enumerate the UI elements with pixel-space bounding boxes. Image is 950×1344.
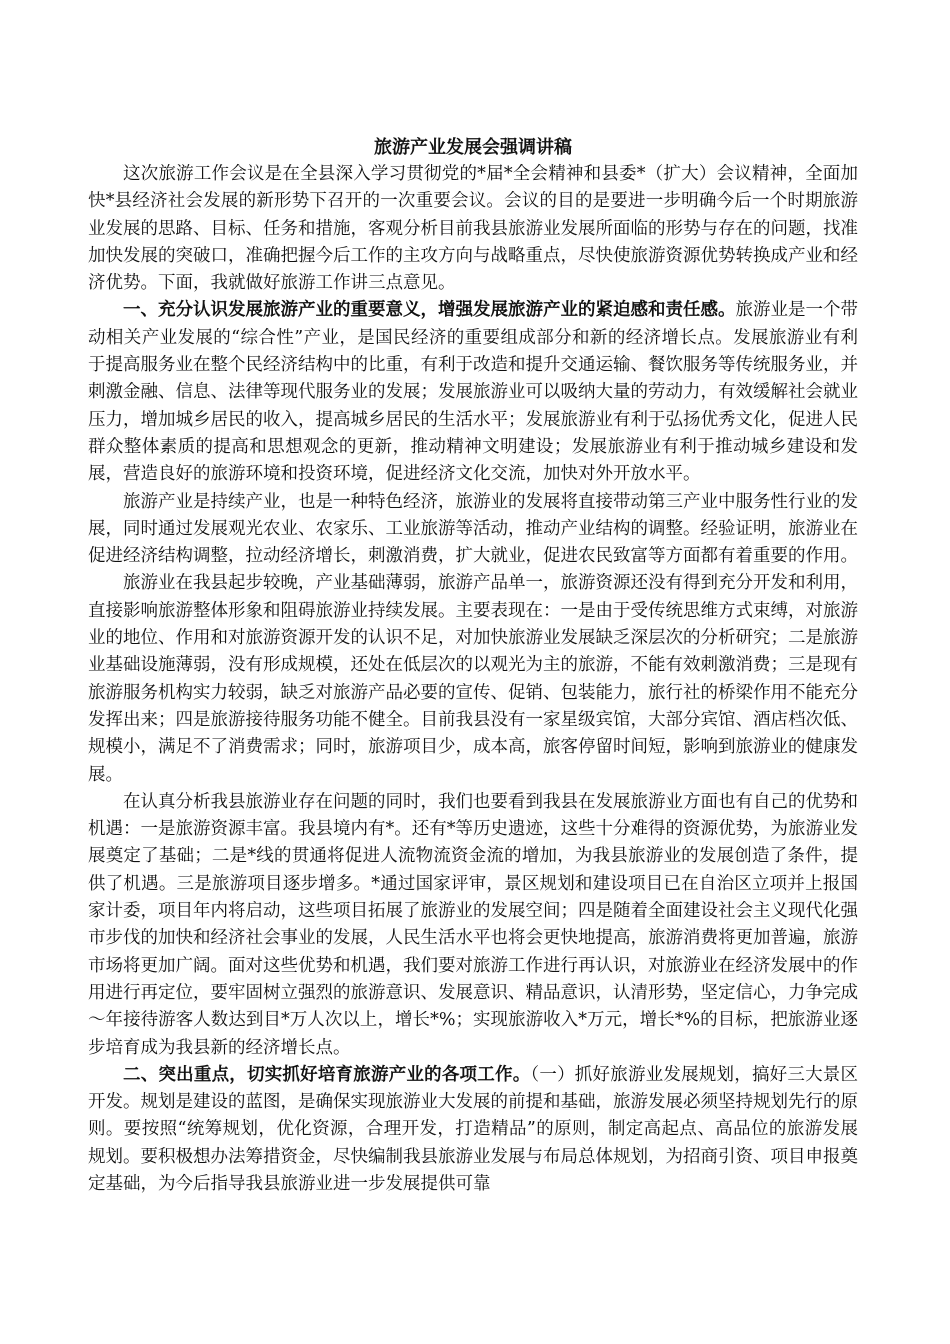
paragraph-intro <box>88 161 858 297</box>
paragraph-text: 在认真分析我县旅游业存在问题的同时，我们也要看到我县在发展旅游业方面也有自己的优势和机遇：一是旅游资源丰富。我县境内有*。还有*等历史遗迹，这些十分难得的资源优势，为旅游业发展奠定了基础；二是*线的贯通将促进人流物流资金流的增加，为我县旅游业的发展创造了条件，提供了机遇。三是旅游项目逐步增多。*通过国家评审，景区规划和建设项目已在自治区立项并上报国家计委，项目年内将启动，这些项目拓展了旅游业的发展空间；四是随着全面建设社会主义现代化强市步伐的加快和经济社会事业的发展，人民生活水平也将会更快地提高，旅游消费将更加普遍，旅游市场将更加广阔。面对这些优势和机遇，我们要对旅游工作进行再认识，对旅游业在经济发展中的作用进行再定位，要牢固树立强烈的旅游意识、发展意识、精品意识，认清形势，坚定信心，力争完成～年接待游客人数达到目*万人次以上，增长*%；实现旅游收入*万元，增长*%的目标，把旅游业逐步培育成为我县新的经济增长点。 <box>88 791 858 1058</box>
document-title: 旅游产业发展会强调讲稿 <box>374 137 572 158</box>
paragraph-section-two <box>88 1062 858 1198</box>
paragraph-text: 旅游业是一个带动相关产业发展的“综合性”产业，是国民经济的重要组成部分和新的经济增长点。发展旅游业有利于提高服务业在整个民经济结构中的比重，有利于改造和提升交通运输、餐饮服务等传统服务业，并刺激金融、信息、法律等现代服务业的发展；发展旅游业可以吸纳大量的劳动力，有效缓解社会就业压力，增加城乡居民的收入，提高城乡居民的生活水平；发展旅游业有利于弘扬优秀文化，促进人民群众整体素质的提高和思想观念的更新，推动精神文明建设；发展旅游业有利于推动城乡建设和发展，营造良好的旅游环境和投资环境，促进经济文化交流，加快对外开放水平。 <box>88 300 858 485</box>
paragraph-problems <box>88 570 858 788</box>
paragraph-text: （一）抓好旅游业发展规划，搞好三大景区开发。规划是建设的蓝图，是确保实现旅游业大发展的前提和基础，旅游发展必须坚持规划先行的原则。要按照“统筹规划，优化资源，合理开发，打造精品”的原则，制定高起点、高品位的旅游发展规划。要积极想办法筹措资金，尽快编制我县旅游业发展与布局总体规划，为招商引资、项目申报奠定基础，为今后指导我县旅游业进一步发展提供可靠 <box>88 1064 859 1194</box>
section-heading: 二、突出重点，切实抓好培育旅游产业的各项工作。 <box>123 1064 531 1085</box>
document-page <box>88 124 858 1198</box>
paragraph-text: 旅游业在我县起步较晚，产业基础薄弱，旅游产品单一，旅游资源还没有得到充分开发和利用，直接影响旅游整体形象和阻碍旅游业持续发展。主要表现在：一是由于受传统思维方式束缚，对旅游业的地位、作用和对旅游资源开发的认识不足，对加快旅游业发展缺乏深层次的分析研究；二是旅游业基础设施薄弱，没有形成规模，还处在低层次的以观光为主的旅游，不能有效刺激消费；三是现有旅游服务机构实力较弱，缺乏对旅游产品必要的宣传、促销、包装能力，旅行社的桥梁作用不能充分发挥出来；四是旅游接待服务功能不健全。目前我县没有一家星级宾馆，大部分宾馆、酒店档次低、规模小，满足不了消费需求；同时，旅游项目少，成本高，旅客停留时间短，影响到旅游业的健康发展。 <box>88 573 858 785</box>
paragraph-industry <box>88 489 858 571</box>
section-heading: 一、充分认识发展旅游产业的重要意义，增强发展旅游产业的紧迫感和责任感。 <box>123 300 736 321</box>
paragraph-text: 这次旅游工作会议是在全县深入学习贯彻党的*届*全会精神和县委*（扩大）会议精神，全面加快*县经济社会发展的新形势下召开的一次重要会议。会议的目的是要进一步明确今后一个时期旅游业发展的思路、目标、任务和措施，客观分析目前我县旅游业发展所面临的形势与存在的问题，找准加快发展的突破口，准确把握今后工作的主攻方向与战略重点，尽快使旅游资源优势转换成产业和经济优势。下面，我就做好旅游工作讲三点意见。 <box>88 164 858 294</box>
paragraph-opportunities <box>88 789 858 1062</box>
paragraph-section-one <box>88 297 858 488</box>
paragraph-text: 旅游产业是持续产业，也是一种特色经济，旅游业的发展将直接带动第三产业中服务性行业的发展，同时通过发展观光农业、农家乐、工业旅游等活动，推动产业结构的调整。经验证明，旅游业在促进经济结构调整，拉动经济增长，刺激消费，扩大就业，促进农民致富等方面都有着重要的作用。 <box>88 491 858 567</box>
